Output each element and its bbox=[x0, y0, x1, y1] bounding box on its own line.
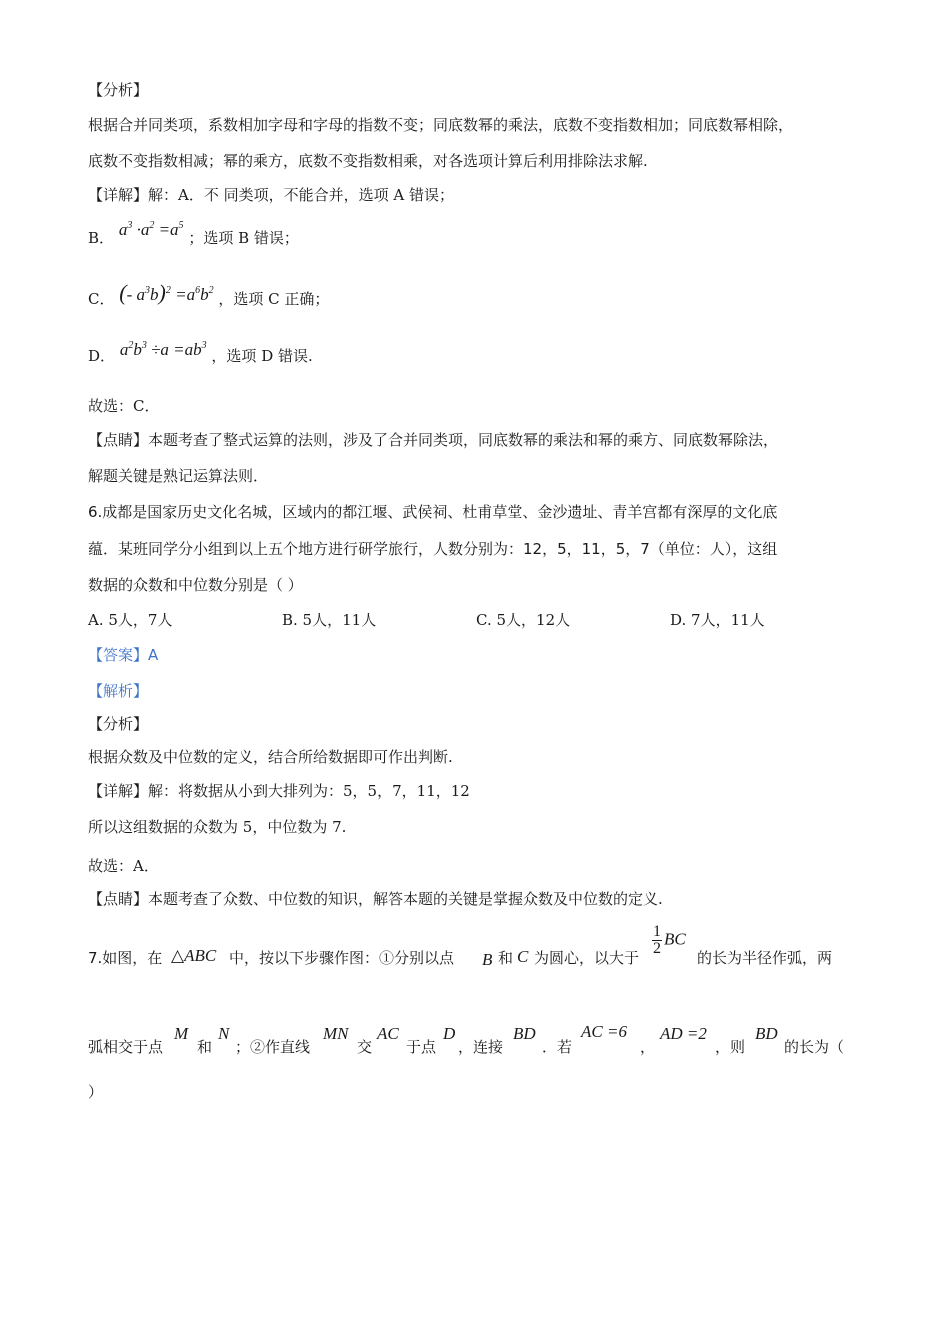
q7-part4: 为圆心，以大于 bbox=[534, 949, 640, 967]
comment-text: 本题考查了整式运算的法则，涉及了合并同类项，同底数幂的乘法和幂的乘方、同底数幂除法， bbox=[148, 431, 779, 449]
q7-line2-f: ，连接 bbox=[458, 1038, 504, 1056]
detail-label: 【详解】 bbox=[88, 186, 149, 204]
half-bc: $\frac{1}{2}$ BC bbox=[653, 923, 686, 957]
answer-line bbox=[88, 645, 158, 665]
q7-line2-c: ；②作直线 bbox=[235, 1038, 311, 1056]
segment-bd: BD bbox=[513, 1024, 536, 1043]
question-6-line-1: 6.成都是国家历史文化名城，区域内的都江堰、武侯祠、杜甫草堂、金沙遗址、青羊宫都有深厚的文化底 bbox=[88, 503, 778, 521]
option-b: B. 5人，11人 bbox=[282, 611, 377, 629]
formula-d: $a^2b^3 \div a =ab^3$ bbox=[119, 340, 207, 359]
comment-text-2: 解题关键是熟记运算法则． bbox=[88, 467, 269, 485]
option-c: C. 5人，12人 bbox=[476, 611, 571, 629]
point-n: N bbox=[218, 1024, 230, 1043]
line-mn: MN bbox=[323, 1024, 349, 1043]
detail-line-2 bbox=[88, 781, 470, 801]
q7-line2-h: ， bbox=[640, 1038, 656, 1056]
ad-equals-2: AD =2 bbox=[660, 1024, 707, 1043]
detail-text-2: 解：将数据从小到大排列为：5，5，7，11，12 bbox=[148, 782, 470, 800]
comment-text-2: 本题考查了众数、中位数的知识，解答本题的关键是掌握众数及中位数的定义. bbox=[148, 890, 663, 908]
q7-line2-i: ，则 bbox=[715, 1038, 746, 1056]
analysis-text: 底数不变指数相减；幂的乘方，底数不变指数相乘，对各选项计算后利用排除法求解. bbox=[88, 152, 648, 170]
analysis-text: 根据合并同类项，系数相加字母和字母的指数不变；同底数幂的乘法，底数不变指数相加；同底数幂相除， bbox=[88, 116, 794, 134]
question-7-line-3: ） bbox=[88, 1083, 104, 1101]
segment-ac: AC bbox=[377, 1024, 399, 1043]
point-d: D bbox=[443, 1024, 456, 1043]
comment-line-2 bbox=[88, 889, 663, 909]
q7-part2: 中，按以下步骤作图：①分别以点 bbox=[229, 949, 455, 967]
formula-b: $a^3 \cdot a^2 =a^5$ bbox=[118, 220, 184, 239]
comment-label-2: 【点睛】 bbox=[88, 890, 149, 908]
option-d-prefix: D． bbox=[88, 347, 116, 365]
answer-value: A bbox=[148, 646, 159, 664]
point-m: M bbox=[174, 1024, 189, 1043]
option-b-prefix: B． bbox=[88, 229, 115, 247]
option-c-prefix: C． bbox=[88, 290, 115, 308]
option-d: D. 7人，11人 bbox=[670, 611, 765, 629]
triangle-abc: △ABC bbox=[171, 946, 217, 965]
answer-label: 【答案】 bbox=[88, 646, 149, 664]
point-b: B bbox=[482, 950, 493, 969]
option-c-suffix: ，选项 C 正确； bbox=[218, 290, 330, 308]
detail-line-d bbox=[88, 340, 313, 366]
detail-line-a bbox=[88, 185, 454, 205]
q7-line2-d: 交 bbox=[357, 1038, 373, 1056]
option-d-suffix: ，选项 D 错误. bbox=[211, 347, 313, 365]
q7-line2-j: 的长为（ bbox=[784, 1038, 845, 1056]
comment-label: 【点睛】 bbox=[88, 431, 149, 449]
question-6-line-3: 数据的众数和中位数分别是（ ） bbox=[88, 576, 303, 594]
ac-equals-6: AC =6 bbox=[581, 1022, 627, 1041]
q7-line2-b: 和 bbox=[197, 1038, 213, 1056]
question-6-line-2: 蕴．某班同学分小组到以上五个地方进行研学旅行，人数分别为：12，5，11，5，7（单位：人），这组 bbox=[88, 540, 778, 558]
q7-part5: 的长为半径作弧，两 bbox=[697, 949, 833, 967]
explain-label: 【解析】 bbox=[88, 682, 149, 700]
detail-line-c bbox=[88, 280, 330, 309]
point-c: C bbox=[517, 947, 529, 966]
q7-part3: 和 bbox=[498, 949, 514, 967]
formula-c: (- $a^3b)^2 =a^6b^2$ bbox=[119, 280, 214, 305]
analysis-label-2: 【分析】 bbox=[88, 715, 149, 733]
detail-text-2b: 所以这组数据的众数为 5，中位数为 7. bbox=[88, 818, 347, 836]
analysis-label: 【分析】 bbox=[88, 81, 149, 99]
detail-label-2: 【详解】 bbox=[88, 782, 149, 800]
segment-bd-2: BD bbox=[755, 1024, 778, 1043]
choice-text: 故选：C． bbox=[88, 397, 160, 415]
detail-line-b bbox=[88, 220, 299, 248]
q7-line2-e: 于点 bbox=[406, 1038, 437, 1056]
q7-part1: 7.如图，在 bbox=[88, 949, 163, 967]
q7-line2-a: 弧相交于点 bbox=[88, 1038, 164, 1056]
q7-line2-g: ．若 bbox=[542, 1038, 573, 1056]
detail-a-text: 解：A．不 同类项，不能合并，选项 A 错误； bbox=[148, 186, 454, 204]
option-b-suffix: ；选项 B 错误； bbox=[188, 229, 299, 247]
choice-text-2: 故选：A． bbox=[88, 857, 159, 875]
analysis-text-2: 根据众数及中位数的定义，结合所给数据即可作出判断. bbox=[88, 748, 453, 766]
comment-line bbox=[88, 430, 778, 450]
option-a: A. 5人，7人 bbox=[88, 611, 173, 629]
